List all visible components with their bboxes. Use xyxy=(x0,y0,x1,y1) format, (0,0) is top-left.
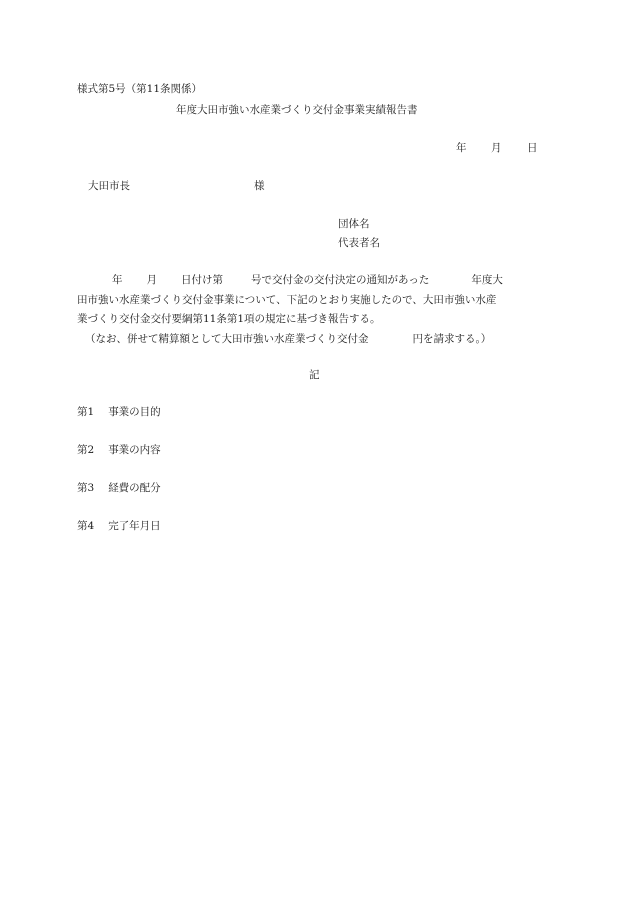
body-fiscal-year: 年度大 xyxy=(471,274,503,286)
report-body xyxy=(77,271,565,349)
form-number: 様式第5号（第11条関係） xyxy=(77,83,203,95)
section-number: 第3 xyxy=(77,482,95,494)
section-label: 経費の配分 xyxy=(108,482,161,494)
section-label: 事業の目的 xyxy=(108,406,161,418)
section-item xyxy=(77,483,161,494)
body-line-2: 田市強い水産業づくり交付金事業について、下記のとおり実施したので、大田市強い水産 xyxy=(77,293,497,306)
ki-heading: 記 xyxy=(309,369,320,381)
body-date-ref: 日付け第 xyxy=(181,274,223,286)
body-month: 月 xyxy=(146,274,157,286)
section-label: 完了年月日 xyxy=(108,520,161,532)
section-label: 事業の内容 xyxy=(108,444,161,456)
section-number: 第4 xyxy=(77,520,95,532)
addressee-honorific: 様 xyxy=(254,180,265,192)
body-note xyxy=(77,330,565,350)
section-item xyxy=(77,521,161,532)
body-year: 年 xyxy=(112,274,123,286)
representative-label: 代表者名 xyxy=(338,237,380,249)
note-end: 円を請求する。） xyxy=(412,332,492,345)
addressee-name: 大田市長 xyxy=(88,180,130,192)
section-number: 第1 xyxy=(77,406,95,418)
organization-label: 団体名 xyxy=(338,218,370,230)
date-month: 月 xyxy=(491,142,502,154)
section-item xyxy=(77,445,161,456)
body-line-1 xyxy=(77,271,565,291)
body-line-3: 業づくり交付金交付要綱第11条第1項の規定に基づき報告する。 xyxy=(77,313,381,325)
document-title: 年度大田市強い水産業づくり交付金事業実績報告書 xyxy=(176,104,418,116)
note-start: （なお、併せて精算額として大田市強い水産業づくり交付金 xyxy=(85,332,369,345)
section-number: 第2 xyxy=(77,444,95,456)
section-item xyxy=(77,407,161,418)
body-number-ref: 号で交付金の交付決定の通知があった xyxy=(251,274,430,286)
date-year: 年 xyxy=(456,142,467,154)
date-day: 日 xyxy=(527,142,538,154)
